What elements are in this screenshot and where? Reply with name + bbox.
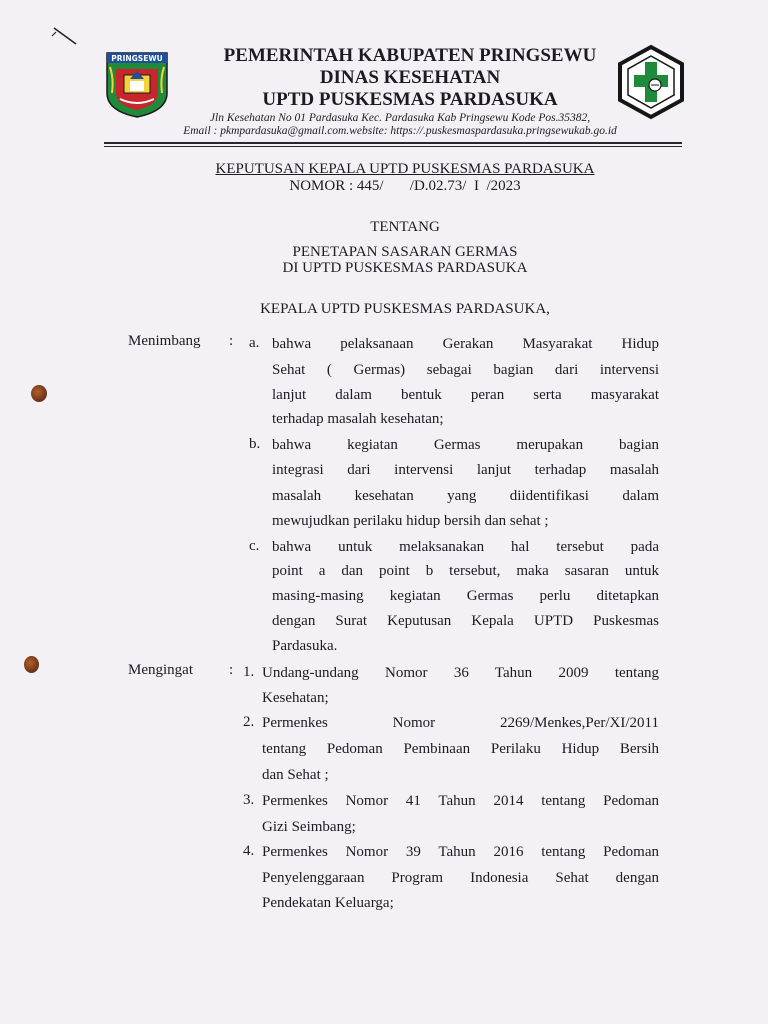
decree-subject-line1: PENETAPAN SASARAN GERMAS — [292, 244, 518, 260]
menimbang-c-line: dengan Surat Keputusan Kepala UPTD Puskesmas — [272, 613, 659, 629]
menimbang-b-line: integrasi dari intervensi lanjut terhadap masalah — [272, 462, 659, 478]
header-divider-thick — [104, 142, 682, 144]
mengingat-3-line: Permenkes Nomor 41 Tahun 2014 tentang Pedoman — [262, 793, 659, 809]
menimbang-b-line: masalah kesehatan yang diidentifikasi dalam — [272, 488, 659, 504]
mengingat-2-line: dan Sehat ; — [262, 767, 329, 783]
mengingat-2-line: Permenkes Nomor 2269/Menkes,Per/XI/2011 — [262, 715, 659, 731]
menimbang-colon: : — [229, 333, 234, 349]
header-department: DINAS KESEHATAN — [319, 67, 501, 88]
menimbang-a-line: terhadap masalah kesehatan; — [272, 411, 444, 427]
menimbang-c-marker: c. — [249, 538, 260, 554]
menimbang-label: Menimbang — [128, 333, 201, 349]
decree-title — [100, 160, 710, 178]
menimbang-c-line: Pardasuka. — [272, 638, 338, 654]
menimbang-a-line: bahwa pelaksanaan Gerakan Masyarakat Hidup — [272, 336, 659, 352]
header-address: Jln Kesehatan No 01 Pardasuka Kec. Pardasuka Kab Pringsewu Kode Pos.35382, — [209, 112, 591, 124]
header-government: PEMERINTAH KABUPATEN PRINGSEWU — [223, 45, 597, 66]
menimbang-a-line: lanjut dalam bentuk peran serta masyarakat — [272, 387, 659, 403]
logo-text: PRINGSEWU — [111, 54, 163, 63]
decree-issuer: KEPALA UPTD PUSKESMAS PARDASUKA, — [260, 301, 550, 317]
menimbang-c-line: masing-masing kegiatan Germas perlu ditetapkan — [272, 588, 659, 604]
mengingat-3-marker: 3. — [243, 792, 255, 808]
menimbang-a-line: Sehat ( Germas) sebagai bagian dari intervensi — [272, 362, 659, 378]
decree-title-text: KEPUTUSAN KEPALA UPTD PUSKESMAS PARDASUKA — [215, 161, 595, 177]
header-divider-thin — [104, 146, 682, 147]
mengingat-4-line: Permenkes Nomor 39 Tahun 2016 tentang Pedoman — [262, 844, 659, 860]
mengingat-4-line: Penyelenggaraan Program Indonesia Sehat dengan — [262, 870, 659, 886]
mengingat-colon: : — [229, 662, 234, 678]
menimbang-b-marker: b. — [249, 436, 261, 452]
mengingat-2-line: tentang Pedoman Pembinaan Perilaku Hidup Bersih — [262, 741, 659, 757]
mengingat-1-marker: 1. — [243, 664, 255, 680]
menimbang-b-line: mewujudkan perilaku hidup bersih dan sehat ; — [272, 513, 549, 529]
header-institution: UPTD PUSKESMAS PARDASUKA — [262, 89, 558, 110]
mengingat-1-line: Kesehatan; — [262, 690, 329, 706]
decree-number: NOMOR : 445/ /D.02.73/ I /2023 — [289, 178, 521, 194]
menimbang-c-line: bahwa untuk melaksanakan hal tersebut pada — [272, 539, 659, 555]
header-email-website: Email : pkmpardasuka@gmail.com.website: https://.puskesmaspardasuka.pringsewukab.go.id — [183, 125, 617, 137]
punch-hole — [24, 656, 39, 673]
menimbang-b-line: bahwa kegiatan Germas merupakan bagian — [272, 437, 659, 453]
pen-mark — [48, 22, 82, 52]
mengingat-4-line: Pendekatan Keluarga; — [262, 895, 394, 911]
mengingat-1-line: Undang-undang Nomor 36 Tahun 2009 tentang — [262, 665, 659, 681]
mengingat-2-marker: 2. — [243, 714, 255, 730]
decree-subject-line2: DI UPTD PUSKESMAS PARDASUKA — [282, 260, 528, 276]
punch-hole — [31, 385, 47, 402]
decree-tentang: TENTANG — [370, 219, 440, 235]
menimbang-c-line: point a dan point b tersebut, maka sasaran untuk — [272, 563, 659, 579]
mengingat-3-line: Gizi Seimbang; — [262, 819, 356, 835]
mengingat-4-marker: 4. — [243, 843, 255, 859]
menimbang-a-marker: a. — [249, 335, 260, 351]
mengingat-label: Mengingat — [128, 662, 193, 678]
